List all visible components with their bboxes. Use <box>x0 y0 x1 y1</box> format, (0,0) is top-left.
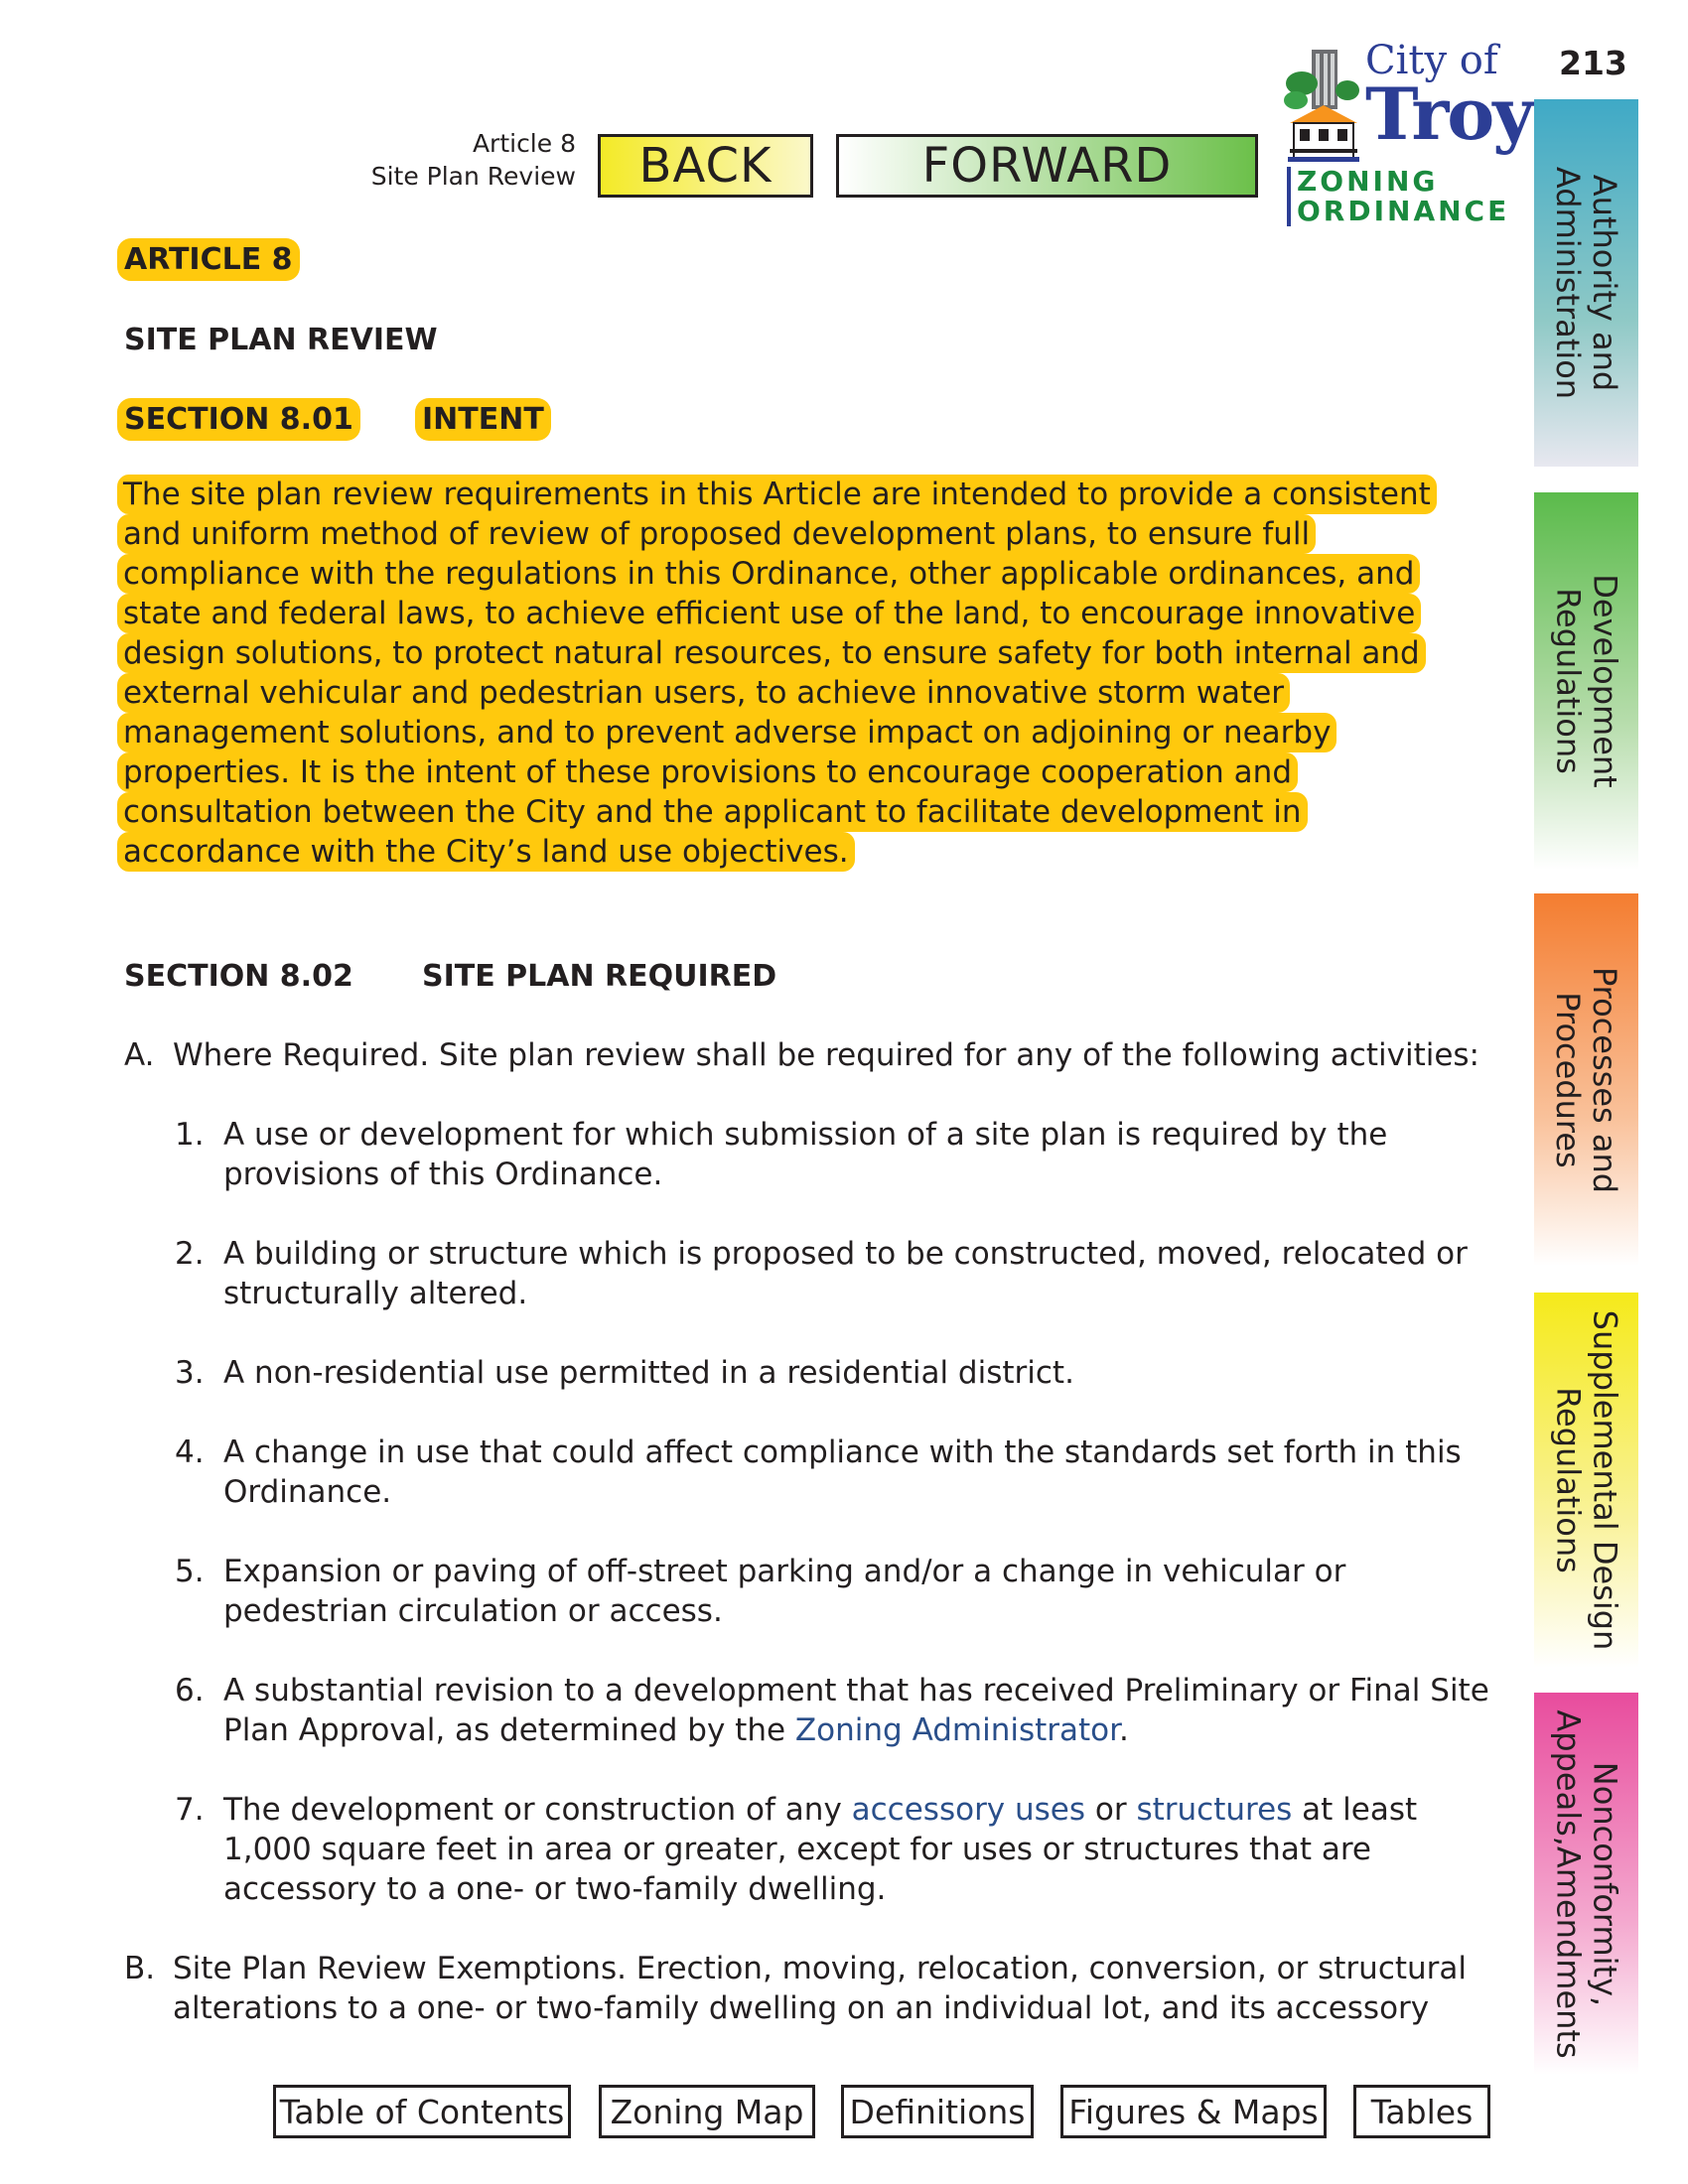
list-item-number: 6. <box>175 1673 205 1708</box>
side-tab-label <box>1550 167 1623 399</box>
list-letter: A. <box>124 1037 155 1073</box>
list-item-text: A change in use that could affect compliance with the standards set forth in this Ordinance. <box>223 1434 1462 1510</box>
logo-ordinance-word: ORDINANCE <box>1297 195 1510 227</box>
list-item <box>0 1552 1529 1636</box>
list-item-text: A building or structure which is proposed to be constructed, moved, relocated or structurally altered. <box>223 1236 1468 1311</box>
side-tab-label-text: Nonconformity, Appeals,Amendments <box>1549 1708 1624 2059</box>
article-ref-line2: Site Plan Review <box>370 162 576 191</box>
list-item <box>0 1234 1529 1318</box>
list-item <box>0 1353 1529 1398</box>
list-item <box>0 1115 1529 1199</box>
list-item-number: 4. <box>175 1434 205 1470</box>
section-801-title-text: INTENT <box>415 398 551 441</box>
list-item-number: 1. <box>175 1117 205 1153</box>
side-tab-supplemental-design-regulations[interactable] <box>1534 1293 1638 1668</box>
intent-paragraph-text: The site plan review requirements in this Article are intended to provide a consistent and uniform method of review of proposed development plans, to ensure full compliance with the regulations in this Ordinance, other applicable ordinances, and state and federal laws, to achieve efficient use of the land, to encourage innovative design solutions, to protect natural resources, to ensure safety for both internal and external vehicular and pedestrian users, to achieve innovative storm water management solutions, and to prevent adverse impact on adjoining or nearby properties. It is the intent of these provisions to encourage cooperation and consultation between the City and the applicant to facilitate development in accordance with the City’s land use objectives. <box>117 475 1437 872</box>
page-number: 213 <box>1559 44 1627 82</box>
city-of-troy-logo <box>1284 38 1533 231</box>
logo-city-text: City of <box>1365 38 1498 83</box>
list-item-text: A non-residential use permitted in a residential district. <box>223 1355 1074 1391</box>
list-item-text: A use or development for which submission of a site plan is required by the provisions of this Ordinance. <box>223 1117 1388 1192</box>
side-tab-development-regulations[interactable] <box>1534 492 1638 870</box>
city-building-logo-icon <box>1284 46 1363 163</box>
side-tab-label-text: Supplemental Design Regulations <box>1549 1309 1624 1651</box>
where-required-paragraph <box>0 1035 1529 1080</box>
side-tab-processes-procedures[interactable] <box>1534 893 1638 1266</box>
list-item-text-part: The development or construction of any <box>223 1792 852 1828</box>
figures-maps-button[interactable]: Figures & Maps <box>1060 2085 1327 2138</box>
logo-troy-text: Troy <box>1365 71 1533 156</box>
side-tab-authority-administration[interactable] <box>1534 99 1638 467</box>
list-item-text-part: at least 1,000 square feet in area or greater, except for uses or structures that are accessory to a one- or two-family dwelling. <box>223 1792 1418 1907</box>
exemptions-text: Site Plan Review Exemptions. Erection, moving, relocation, conversion, or structural alterations to a one- or two-family dwelling on an individual lot, and its accessory <box>173 1951 1468 2026</box>
list-item-text-part: or <box>1085 1792 1137 1828</box>
accessory-uses-link[interactable]: accessory uses <box>851 1792 1086 1828</box>
side-tab-label <box>1550 966 1623 1192</box>
side-tab-label-text: Processes and Procedures <box>1549 966 1624 1193</box>
back-button[interactable]: BACK <box>598 134 813 198</box>
list-item-number: 7. <box>175 1792 205 1828</box>
list-item-text-part: . <box>1119 1712 1129 1748</box>
article-reference <box>371 127 576 193</box>
section-802-number: SECTION 8.02 <box>124 959 353 994</box>
logo-zoning-word: ZONING <box>1297 165 1439 198</box>
side-tab-label-text: Authority and Administration <box>1549 166 1624 400</box>
side-tab-label <box>1550 574 1623 787</box>
logo-zoning-ordinance-text <box>1287 167 1509 226</box>
side-tab-label <box>1550 1310 1623 1651</box>
structures-link[interactable]: structures <box>1136 1792 1293 1828</box>
forward-button[interactable]: FORWARD <box>836 134 1258 198</box>
list-item-text-part: A substantial revision to a development that has received Preliminary or Final Site Plan Approval, as determined by the <box>223 1673 1489 1748</box>
exemptions-paragraph <box>0 1949 1529 2033</box>
list-item <box>0 1671 1529 1755</box>
tables-button[interactable]: Tables <box>1353 2085 1490 2138</box>
section-801-title <box>415 402 551 437</box>
article-title: SITE PLAN REVIEW <box>124 323 438 357</box>
list-item <box>0 1433 1529 1517</box>
intent-paragraph <box>117 475 1477 872</box>
table-of-contents-button[interactable]: Table of Contents <box>273 2085 571 2138</box>
list-letter: B. <box>124 1951 156 1986</box>
list-item-text: Expansion or paving of off-street parking and/or a change in vehicular or pedestrian circulation or access. <box>223 1554 1346 1629</box>
side-tab-nonconformity-appeals-amendments[interactable] <box>1534 1693 1638 2075</box>
article-label <box>117 242 300 277</box>
article-ref-line1: Article 8 <box>472 129 576 158</box>
article-label-text: ARTICLE 8 <box>117 238 300 281</box>
section-801-number-text: SECTION 8.01 <box>117 398 360 441</box>
section-802-title: SITE PLAN REQUIRED <box>422 959 777 994</box>
section-801-number <box>117 402 360 437</box>
list-item <box>0 1790 1529 1914</box>
zoning-map-button[interactable]: Zoning Map <box>599 2085 815 2138</box>
list-item-number: 5. <box>175 1554 205 1589</box>
list-item-text <box>223 1671 1504 1750</box>
list-item-number: 2. <box>175 1236 205 1272</box>
list-item-text <box>223 1790 1504 1909</box>
definitions-button[interactable]: Definitions <box>841 2085 1034 2138</box>
list-item-number: 3. <box>175 1355 205 1391</box>
side-tab-label-text: Development Regulations <box>1549 574 1624 788</box>
where-required-text: Where Required. Site plan review shall be required for any of the following activities: <box>173 1037 1480 1073</box>
side-tab-label <box>1550 1709 1623 2058</box>
zoning-administrator-link[interactable]: Zoning Administrator <box>794 1712 1120 1748</box>
